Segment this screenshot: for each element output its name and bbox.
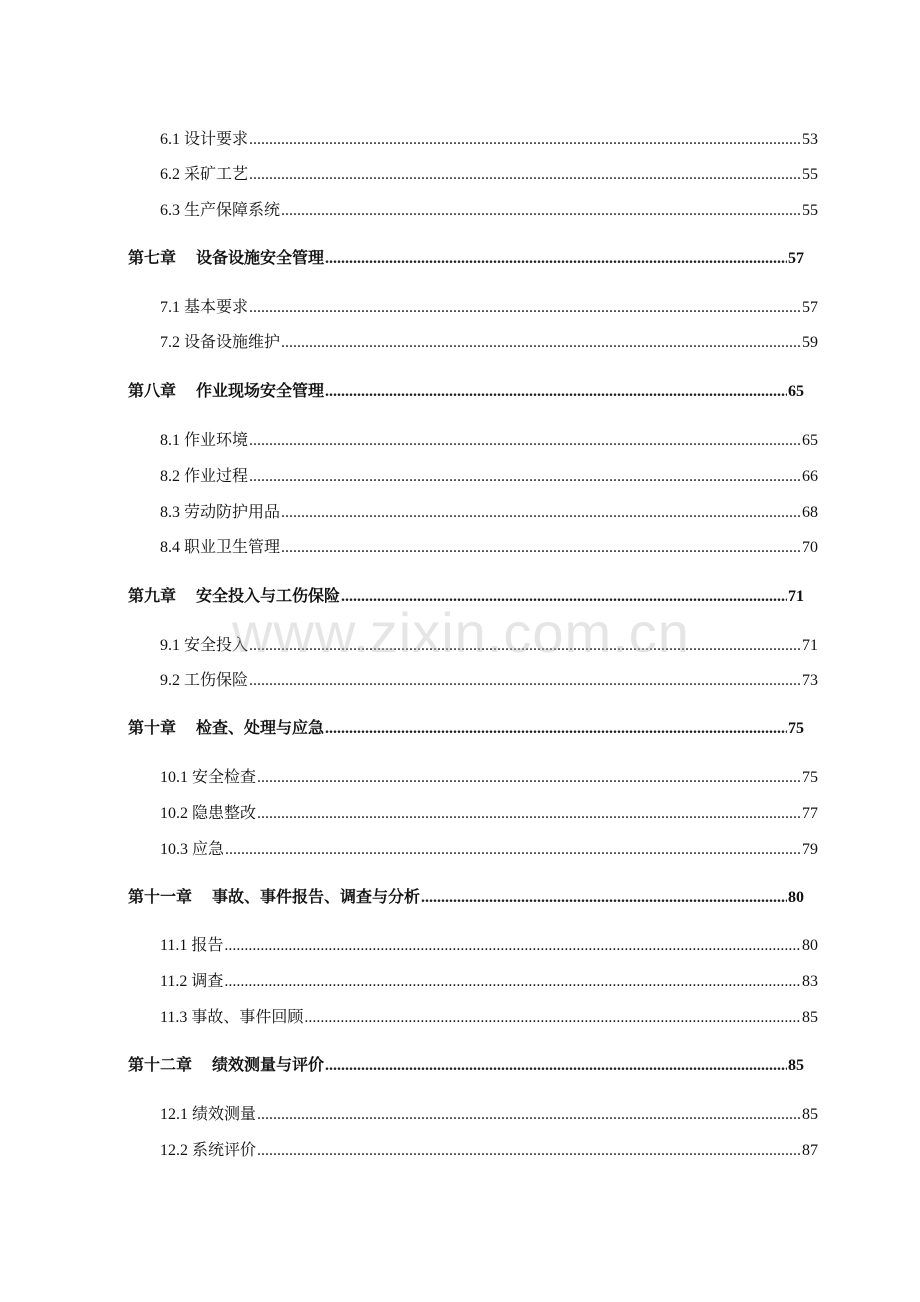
toc-chapter-entry[interactable] [128, 248, 804, 270]
toc-entry[interactable] [160, 935, 818, 957]
dot-leader [249, 129, 801, 151]
dot-leader [325, 718, 787, 740]
toc-entry[interactable] [160, 466, 818, 488]
entry-number: 10.1 [160, 769, 188, 786]
dot-leader [257, 803, 801, 825]
toc-entry[interactable] [160, 670, 818, 692]
dot-leader [325, 1055, 787, 1077]
entry-number: 8.3 [160, 504, 180, 521]
page-number: 80 [802, 937, 818, 954]
entry-title: 采矿工艺 [184, 166, 249, 183]
page-number: 55 [802, 166, 818, 183]
entry-number: 7.1 [160, 299, 180, 316]
entry-title: 事故、事件回顾 [191, 1009, 304, 1026]
entry-number: 9.1 [160, 637, 180, 654]
page-number: 77 [802, 805, 818, 822]
toc-entry[interactable] [160, 803, 818, 825]
dot-leader [249, 670, 801, 692]
entry-number: 8.1 [160, 432, 180, 449]
chapter-number: 第十二章 [128, 1057, 193, 1074]
chapter-title: 检查、处理与应急 [196, 720, 325, 737]
chapter-number: 第七章 [128, 250, 177, 267]
dot-leader [325, 248, 787, 270]
page-number: 57 [788, 250, 804, 267]
entry-title: 安全检查 [192, 769, 257, 786]
page-number: 75 [802, 769, 818, 786]
toc-chapter-entry[interactable] [128, 586, 804, 608]
dot-leader [304, 1007, 801, 1029]
toc-entry[interactable] [160, 1104, 818, 1126]
entry-title: 应急 [192, 841, 225, 858]
page-number: 85 [802, 1106, 818, 1123]
toc-chapter-entry[interactable] [128, 381, 804, 403]
entry-number: 8.4 [160, 539, 180, 556]
chapter-title: 设备设施安全管理 [196, 250, 325, 267]
chapter-title: 事故、事件报告、调查与分析 [212, 889, 421, 906]
entry-title: 隐患整改 [192, 805, 257, 822]
chapter-number: 第九章 [128, 588, 177, 605]
entry-title: 安全投入 [184, 637, 249, 654]
entry-number: 7.2 [160, 334, 180, 351]
dot-leader [341, 586, 787, 608]
toc-entry[interactable] [160, 332, 818, 354]
toc-entry[interactable] [160, 537, 818, 559]
page-number: 57 [802, 299, 818, 316]
dot-leader [281, 332, 801, 354]
toc-chapter-entry[interactable] [128, 718, 804, 740]
dot-leader [281, 502, 801, 524]
entry-title: 调查 [191, 973, 224, 990]
toc-entry[interactable] [160, 164, 818, 186]
dot-leader [325, 381, 787, 403]
entry-number: 6.3 [160, 202, 180, 219]
page-number: 73 [802, 672, 818, 689]
toc-entry[interactable] [160, 502, 818, 524]
entry-number: 12.1 [160, 1106, 188, 1123]
page-number: 85 [788, 1057, 804, 1074]
entry-title: 工伤保险 [184, 672, 249, 689]
page-number: 71 [802, 637, 818, 654]
entry-title: 基本要求 [184, 299, 249, 316]
entry-title: 生产保障系统 [184, 202, 281, 219]
toc-entry[interactable] [160, 767, 818, 789]
toc-entry[interactable] [160, 1007, 818, 1029]
page-number: 75 [788, 720, 804, 737]
page-number: 79 [802, 841, 818, 858]
page-number: 83 [802, 973, 818, 990]
dot-leader [257, 1140, 801, 1162]
entry-number: 10.3 [160, 841, 188, 858]
page-number: 71 [788, 588, 804, 605]
entry-title: 劳动防护用品 [184, 504, 281, 521]
toc-entry[interactable] [160, 297, 818, 319]
entry-title: 职业卫生管理 [184, 539, 281, 556]
chapter-title: 作业现场安全管理 [196, 383, 325, 400]
dot-leader [224, 971, 801, 993]
chapter-title: 绩效测量与评价 [212, 1057, 325, 1074]
entry-number: 11.3 [160, 1009, 188, 1026]
dot-leader [421, 887, 787, 909]
dot-leader [249, 164, 801, 186]
dot-leader [224, 935, 801, 957]
dot-leader [257, 1104, 801, 1126]
chapter-number: 第十章 [128, 720, 177, 737]
page-number: 80 [788, 889, 804, 906]
dot-leader [249, 466, 801, 488]
toc-entry[interactable] [160, 1140, 818, 1162]
entry-title: 作业环境 [184, 432, 249, 449]
dot-leader [249, 297, 801, 319]
dot-leader [249, 430, 801, 452]
page-number: 85 [802, 1009, 818, 1026]
entry-number: 11.2 [160, 973, 188, 990]
page-number: 59 [802, 334, 818, 351]
dot-leader [281, 537, 801, 559]
entry-number: 9.2 [160, 672, 180, 689]
toc-chapter-entry[interactable] [128, 1055, 804, 1077]
page-number: 53 [802, 131, 818, 148]
entry-number: 12.2 [160, 1142, 188, 1159]
entry-number: 6.2 [160, 166, 180, 183]
page-number: 68 [802, 504, 818, 521]
watermark-text: www.zixin.com.cn [232, 601, 690, 664]
entry-number: 11.1 [160, 937, 188, 954]
page-number: 65 [788, 383, 804, 400]
dot-leader [281, 200, 801, 222]
toc-entry[interactable] [160, 839, 818, 861]
toc-entry[interactable] [160, 129, 818, 151]
entry-number: 10.2 [160, 805, 188, 822]
entry-number: 6.1 [160, 131, 180, 148]
toc-entry[interactable] [160, 971, 818, 993]
chapter-title: 安全投入与工伤保险 [196, 588, 341, 605]
dot-leader [257, 767, 801, 789]
toc-entry[interactable] [160, 200, 818, 222]
entry-title: 报告 [191, 937, 224, 954]
page-number: 66 [802, 468, 818, 485]
entry-title: 设备设施维护 [184, 334, 281, 351]
page-number: 70 [802, 539, 818, 556]
entry-title: 系统评价 [192, 1142, 257, 1159]
entry-title: 作业过程 [184, 468, 249, 485]
dot-leader [225, 839, 801, 861]
entry-title: 设计要求 [184, 131, 249, 148]
page-number: 87 [802, 1142, 818, 1159]
dot-leader [249, 635, 801, 657]
entry-title: 绩效测量 [192, 1106, 257, 1123]
chapter-number: 第十一章 [128, 889, 193, 906]
page-number: 65 [802, 432, 818, 449]
toc-entry[interactable] [160, 430, 818, 452]
page-number: 55 [802, 202, 818, 219]
toc-entry[interactable] [160, 635, 818, 657]
toc-chapter-entry[interactable] [128, 887, 804, 909]
entry-number: 8.2 [160, 468, 180, 485]
chapter-number: 第八章 [128, 383, 177, 400]
